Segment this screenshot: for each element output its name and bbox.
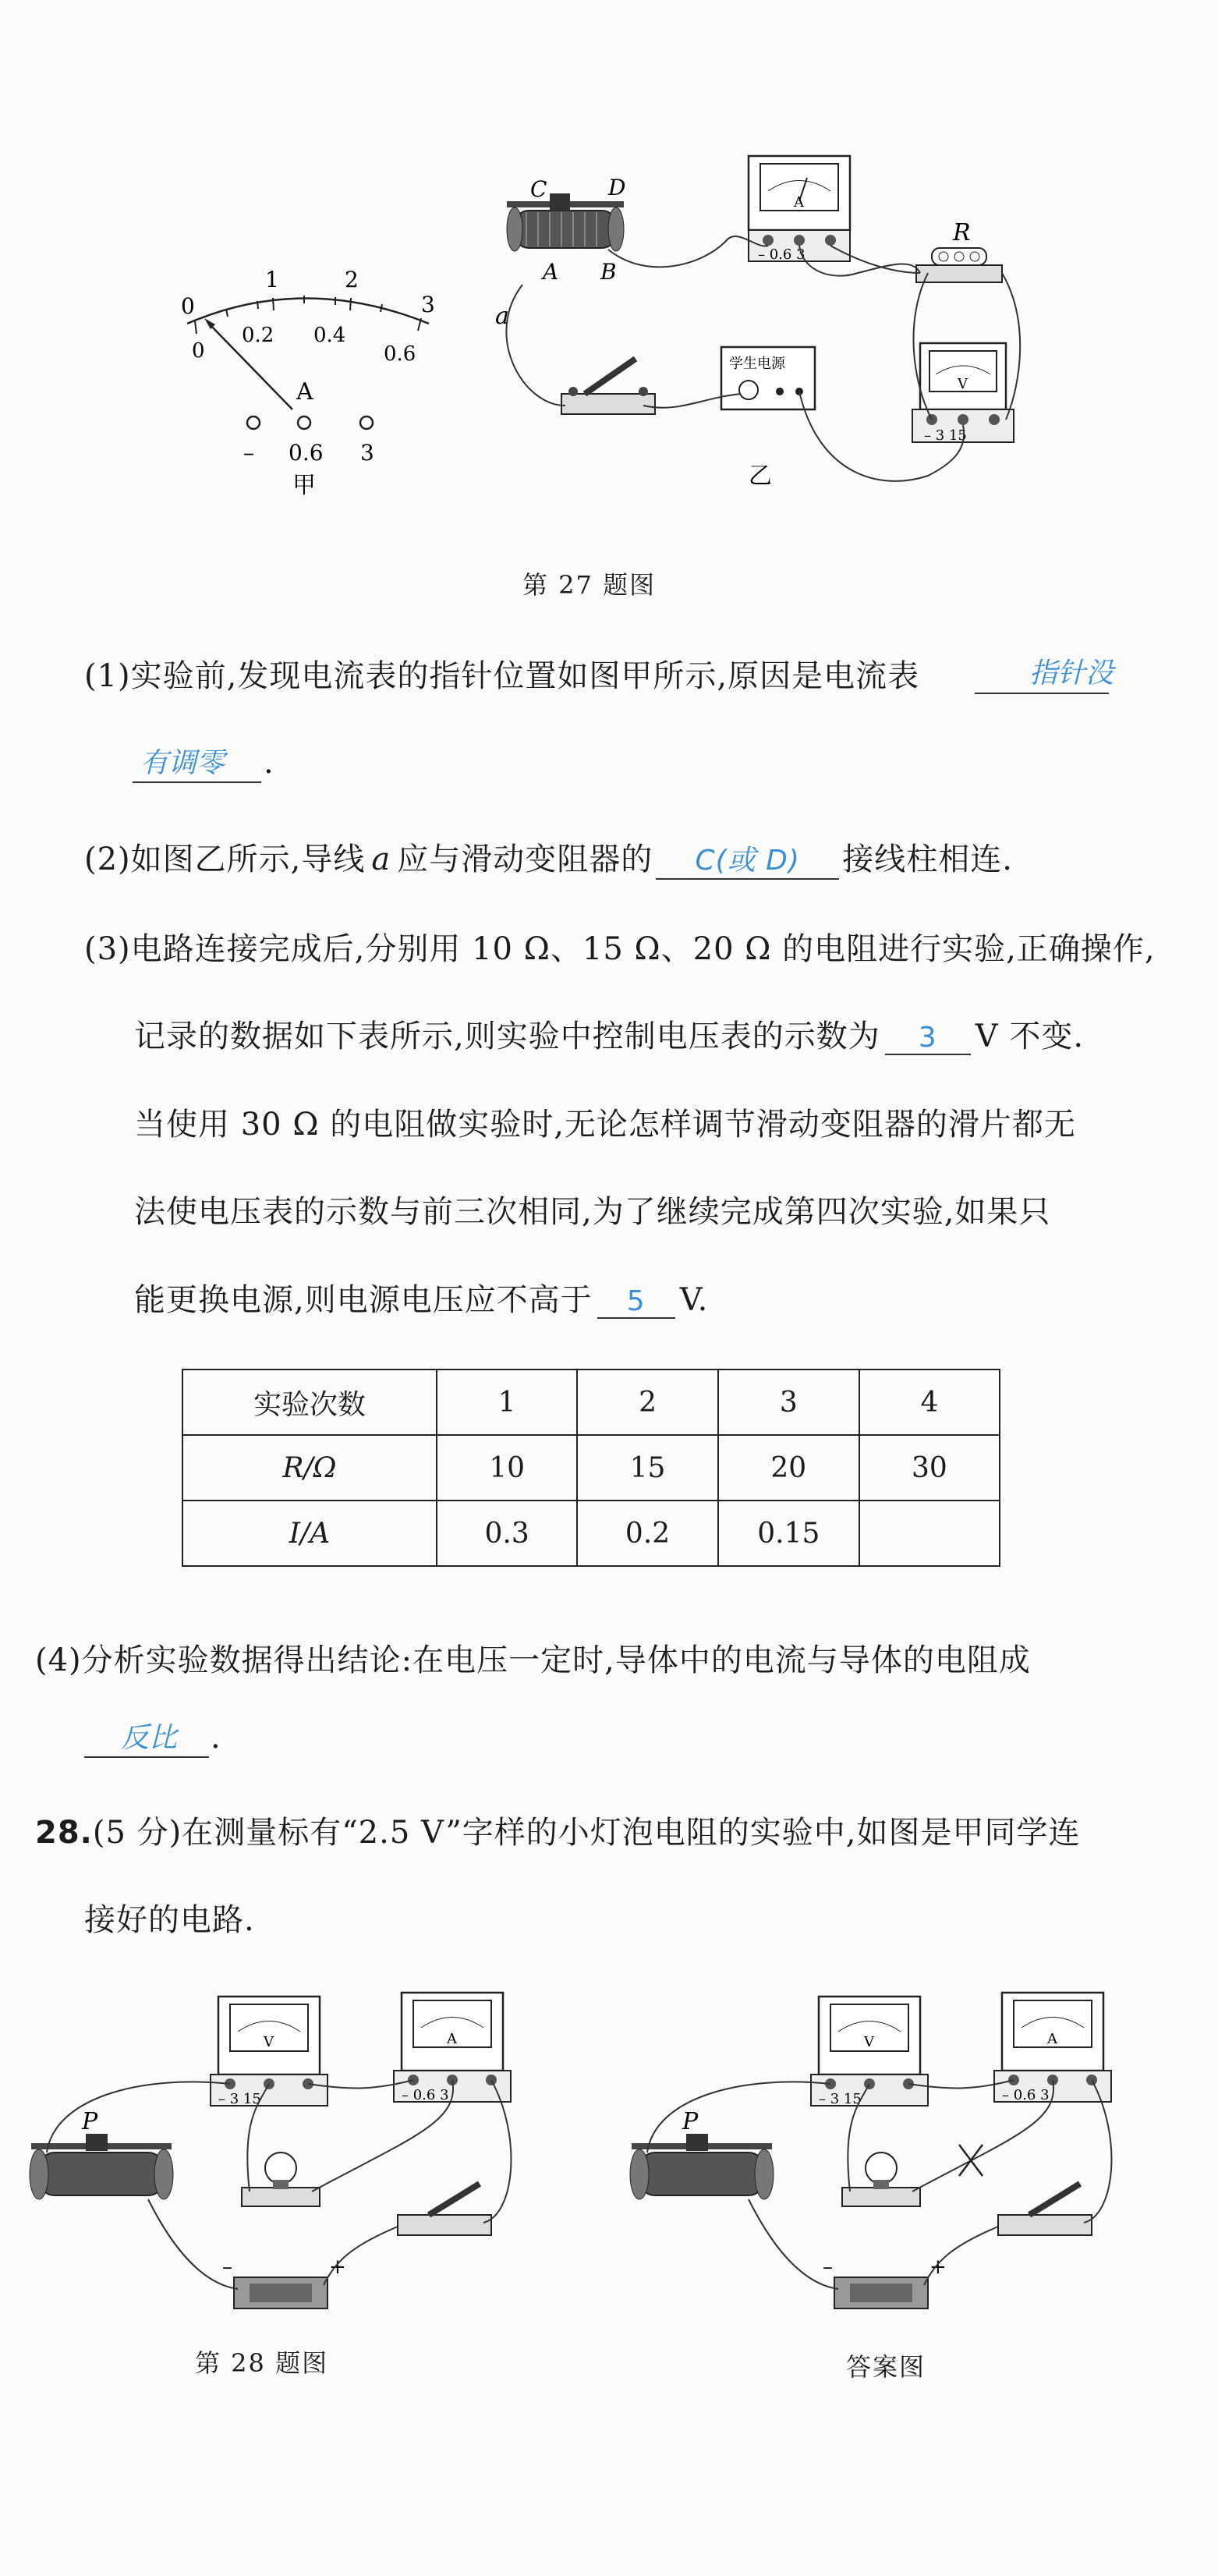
q27-p2-var: a <box>371 842 391 877</box>
q27-p1-answer-b: 有调零 <box>140 747 225 779</box>
table-cell: 2 <box>577 1369 717 1435</box>
fig28b-v-terminals: – 3 15 <box>819 2091 862 2107</box>
caption-27: 第 27 题图 <box>522 570 657 600</box>
meter-v-terminals: – 3 15 <box>924 427 967 444</box>
lamp-icon <box>842 2153 920 2206</box>
q27-p3-line2 <box>134 1012 1084 1056</box>
power-supply-label: 学生电源 <box>729 356 785 372</box>
rheostat-label-d: D <box>608 175 626 200</box>
ammeter-top-tick-1: 1 <box>265 267 279 292</box>
ammeter-bottom-tick-1: 0.2 <box>242 324 274 347</box>
table-row <box>182 1435 1000 1501</box>
table-cell: 实验次数 <box>182 1369 437 1435</box>
svg-text:A: A <box>1047 2031 1057 2047</box>
q27-p1-end: . <box>264 745 274 781</box>
q27-p2-suffix: 接线柱相连. <box>842 842 1013 877</box>
table-cell: 30 <box>859 1435 1000 1501</box>
fig28-a-terminals: – 0.6 3 <box>402 2087 449 2103</box>
meter-a-terminals: – 0.6 3 <box>758 246 806 263</box>
voltmeter-icon <box>211 1997 328 2107</box>
q27-p1-answer-a: 指针没 <box>1029 657 1114 689</box>
ammeter-top-tick-0: 0 <box>181 293 195 319</box>
rheostat-icon <box>30 2134 173 2199</box>
q27-p4-blank <box>84 1756 209 1758</box>
table-cell: 0.15 <box>718 1501 859 1566</box>
voltmeter-icon <box>811 1997 928 2107</box>
q27-p3-line1: (3)电路连接完成后,分别用 10 Ω、15 Ω、20 Ω 的电阻进行实验,正确操作, <box>84 931 1156 967</box>
wire-label-a: a <box>495 303 509 330</box>
q27-p4-end: . <box>211 1720 221 1756</box>
lamp-icon <box>242 2153 320 2206</box>
q28-line1 <box>35 1808 1081 1852</box>
rheostat-label-a: A <box>543 259 559 285</box>
caption-answer: 答案图 <box>846 2352 926 2382</box>
ammeter-terminal-neg: – <box>243 440 254 466</box>
switch-icon <box>561 359 655 414</box>
data-table <box>182 1369 1000 1567</box>
ammeter-terminal-06: 0.6 <box>289 440 324 466</box>
ammeter-top-tick-2: 2 <box>345 267 359 292</box>
q27-p3-line4: 法使电压表的示数与前三次相同,为了继续完成第四次实验,如果只 <box>134 1194 1051 1230</box>
table-cell: 20 <box>718 1435 859 1501</box>
ammeter-unit: A <box>296 378 313 406</box>
q27-p1-prefix: (1)实验前,发现电流表的指针位置如图甲所示,原因是电流表 <box>84 658 920 694</box>
fig28b-a-terminals: – 0.6 3 <box>1002 2087 1050 2103</box>
fig28b-label-p: P <box>682 2108 699 2135</box>
q28-line2: 接好的电路. <box>84 1902 255 1938</box>
q28-line1-text: (5 分)在测量标有“2.5 V”字样的小灯泡电阻的实验中,如图是甲同学连 <box>92 1815 1081 1851</box>
ammeter-icon <box>994 1993 1111 2103</box>
fig28-v-terminals: – 3 15 <box>218 2091 261 2107</box>
ammeter-bottom-tick-0: 0 <box>192 339 205 363</box>
circuit-figure-27 <box>491 148 1021 515</box>
svg-text:V: V <box>264 2034 274 2050</box>
q27-p3-line2-suffix: V 不变. <box>975 1019 1085 1054</box>
cross-mark-icon <box>959 2145 983 2176</box>
ammeter-top-tick-3: 3 <box>421 292 435 317</box>
q27-p3-line3: 当使用 30 Ω 的电阻做实验时,无论怎样调节滑动变阻器的滑片都无 <box>134 1107 1076 1143</box>
table-cell: 15 <box>577 1435 717 1501</box>
table-cell: 0.2 <box>577 1501 717 1566</box>
rheostat-icon <box>507 193 624 251</box>
switch-icon <box>998 2184 1092 2235</box>
ammeter-bottom-tick-3: 0.6 <box>384 342 416 366</box>
resistor-label: R <box>953 219 971 246</box>
ammeter-dial-figure <box>164 250 460 507</box>
table-cell: I/A <box>182 1501 437 1566</box>
q27-p4-line1: (4)分析实验数据得出结论:在电压一定时,导体中的电流与导体的电阻成 <box>35 1642 1031 1678</box>
q27-p2-prefix <box>84 834 1013 880</box>
q27-p3-line5 <box>134 1275 708 1320</box>
svg-text:+: + <box>929 2255 947 2279</box>
q27-p4-answer: 反比 <box>121 1722 178 1754</box>
table-cell: 0.3 <box>437 1501 577 1566</box>
battery-icon <box>222 2255 346 2308</box>
q27-p1-blank-b <box>133 781 261 783</box>
q27-p3-answer1: 3 <box>885 1022 971 1055</box>
svg-text:–: – <box>222 2255 232 2279</box>
fig28-label-p: P <box>82 2108 98 2135</box>
resistor-icon <box>916 248 1002 282</box>
caption-28: 第 28 题图 <box>195 2348 329 2378</box>
svg-text:V: V <box>958 376 968 392</box>
q27-p3-line2-prefix: 记录的数据如下表所示,则实验中控制电压表的示数为 <box>134 1019 880 1054</box>
ammeter-terminal-3: 3 <box>360 440 374 466</box>
table-row <box>182 1369 1000 1435</box>
label-yi: 乙 <box>749 462 772 490</box>
table-cell: 10 <box>437 1435 577 1501</box>
table-cell: 1 <box>437 1369 577 1435</box>
table-cell: 3 <box>718 1369 859 1435</box>
answer-figure-28 <box>624 1981 1123 2324</box>
q27-p1-blank-a <box>975 693 1109 694</box>
ammeter-bottom-tick-2: 0.4 <box>313 324 346 347</box>
svg-text:–: – <box>823 2255 833 2279</box>
q27-p3-answer2: 5 <box>597 1285 675 1319</box>
table-cell: 4 <box>859 1369 1000 1435</box>
rheostat-label-c: C <box>530 176 547 202</box>
table-row <box>182 1501 1000 1566</box>
svg-text:V: V <box>864 2034 874 2050</box>
q27-p2-answer: C(或 D) <box>656 838 839 880</box>
q28-number: 28. <box>35 1815 93 1851</box>
switch-icon <box>398 2184 491 2235</box>
ammeter-icon <box>394 1993 511 2103</box>
rheostat-label-b: B <box>600 259 617 285</box>
svg-text:A: A <box>794 194 804 211</box>
svg-text:+: + <box>329 2255 346 2279</box>
q27-p3-line5-prefix: 能更换电源,则电源电压应不高于 <box>134 1282 593 1318</box>
svg-text:A: A <box>447 2031 457 2047</box>
q27-p3-line5-suffix: V. <box>679 1282 709 1318</box>
label-jia: 甲 <box>292 472 316 499</box>
table-cell <box>859 1501 1000 1566</box>
q27-p2-mid: 应与滑动变阻器的 <box>397 842 653 877</box>
rheostat-icon <box>630 2134 774 2199</box>
q27-p2-prefix-text: (2)如图乙所示,导线 <box>84 842 366 877</box>
circuit-figure-28 <box>23 1981 522 2324</box>
battery-icon <box>823 2255 947 2308</box>
table-cell: R/Ω <box>182 1435 437 1501</box>
